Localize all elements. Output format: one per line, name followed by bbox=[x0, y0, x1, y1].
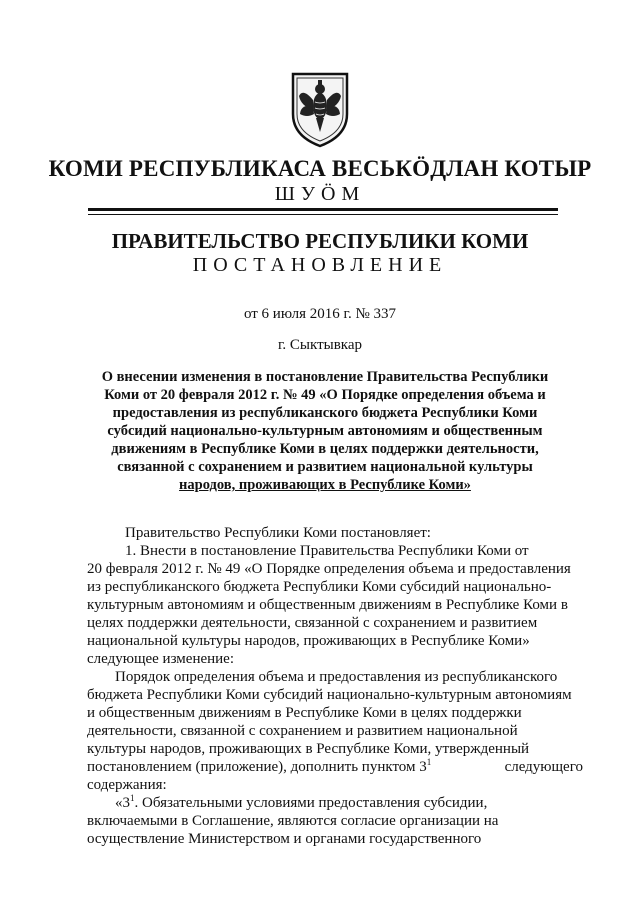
decree-date-number: от 6 июля 2016 г. № 337 bbox=[243, 306, 397, 322]
paragraph-2-line: и общественным движениям в Республике Коми в целях поддержки bbox=[87, 705, 522, 721]
paragraph-3-line: осуществление Министерством и органами государственного bbox=[87, 831, 482, 847]
paragraph-2-text: следующего bbox=[504, 759, 583, 775]
paragraph-2-line: содержания: bbox=[87, 777, 167, 793]
decree-body bbox=[87, 524, 583, 848]
government-title: ПРАВИТЕЛЬСТВО РЕСПУБЛИКИ КОМИ bbox=[111, 229, 529, 253]
heading-line: движениям в Республике Коми в целях поддержки деятельности, bbox=[111, 441, 539, 457]
paragraph-1-line: 20 февраля 2012 г. № 49 «О Порядке определения объема и предоставления bbox=[87, 561, 571, 577]
paragraph-3-line: включаемыми в Соглашение, являются согласие организации на bbox=[87, 813, 499, 829]
paragraph-1-line: следующее изменение: bbox=[87, 651, 235, 667]
paragraph-3-line: «$3^1$. Обязательными условиями предоставления субсидии, bbox=[115, 793, 488, 811]
komi-decree-label: ШУӦМ bbox=[274, 183, 366, 205]
decree-label: ПОСТАНОВЛЕНИЕ bbox=[192, 254, 448, 276]
paragraph-1-line: целях поддержки деятельности, связанной с сохранением и развитием bbox=[87, 615, 538, 631]
decree-city: г. Сыктывкар bbox=[277, 337, 363, 353]
paragraph-2-line: бюджета Республики Коми субсидий национально-культурным автономиям bbox=[87, 687, 572, 703]
superscript-mark: 1 bbox=[130, 793, 135, 803]
paragraph-2-line: культуры народов, проживающих в Республике Коми, утвержденный bbox=[87, 741, 530, 757]
paragraph-2-line bbox=[87, 758, 583, 776]
decree-heading bbox=[95, 368, 555, 494]
coat-of-arms-emblem bbox=[289, 70, 351, 148]
heading-line: предоставления из республиканского бюджета Республики Коми bbox=[112, 405, 538, 421]
body-intro: Правительство Республики Коми постановляет: bbox=[125, 525, 431, 541]
paragraph-2-line: Порядок определения объема и предоставления из республиканского bbox=[115, 669, 558, 685]
paragraph-1-line: из республиканского бюджета Республики Коми субсидий национально- bbox=[87, 579, 552, 595]
paragraph-1-line: национальной культуры народов, проживающих в Республике Коми» bbox=[87, 633, 530, 649]
komi-government-title: КОМИ РЕСПУБЛИКАСА ВЕСЬКӦДЛАН КОТЫР bbox=[48, 156, 592, 181]
header-divider-thin bbox=[88, 214, 558, 215]
header-divider-thick bbox=[88, 208, 558, 211]
paragraph-2-line: деятельности, связанной с сохранением и развитием национальной bbox=[87, 723, 518, 739]
paragraph-1-line: 1. Внести в постановление Правительства Республики Коми от bbox=[125, 543, 529, 559]
heading-line: связанной с сохранением и развитием национальной культуры bbox=[117, 459, 533, 475]
paragraph-2-text: постановлением (приложение), дополнить пунктом $3^1$ bbox=[87, 757, 432, 775]
heading-line: О внесении изменения в постановление Правительства Республики bbox=[101, 369, 549, 385]
paragraph-1-line: культурным автономиям и общественным движениям в Республике Коми в bbox=[87, 597, 568, 613]
heading-line: Коми от 20 февраля 2012 г. № 49 «О Порядке определения объема и bbox=[104, 387, 546, 403]
heading-line: субсидий национально-культурным автономиям и общественным bbox=[107, 423, 543, 439]
heading-line-underlined: народов, проживающих в Республике Коми» bbox=[179, 477, 471, 493]
superscript-mark: 1 bbox=[426, 757, 432, 767]
